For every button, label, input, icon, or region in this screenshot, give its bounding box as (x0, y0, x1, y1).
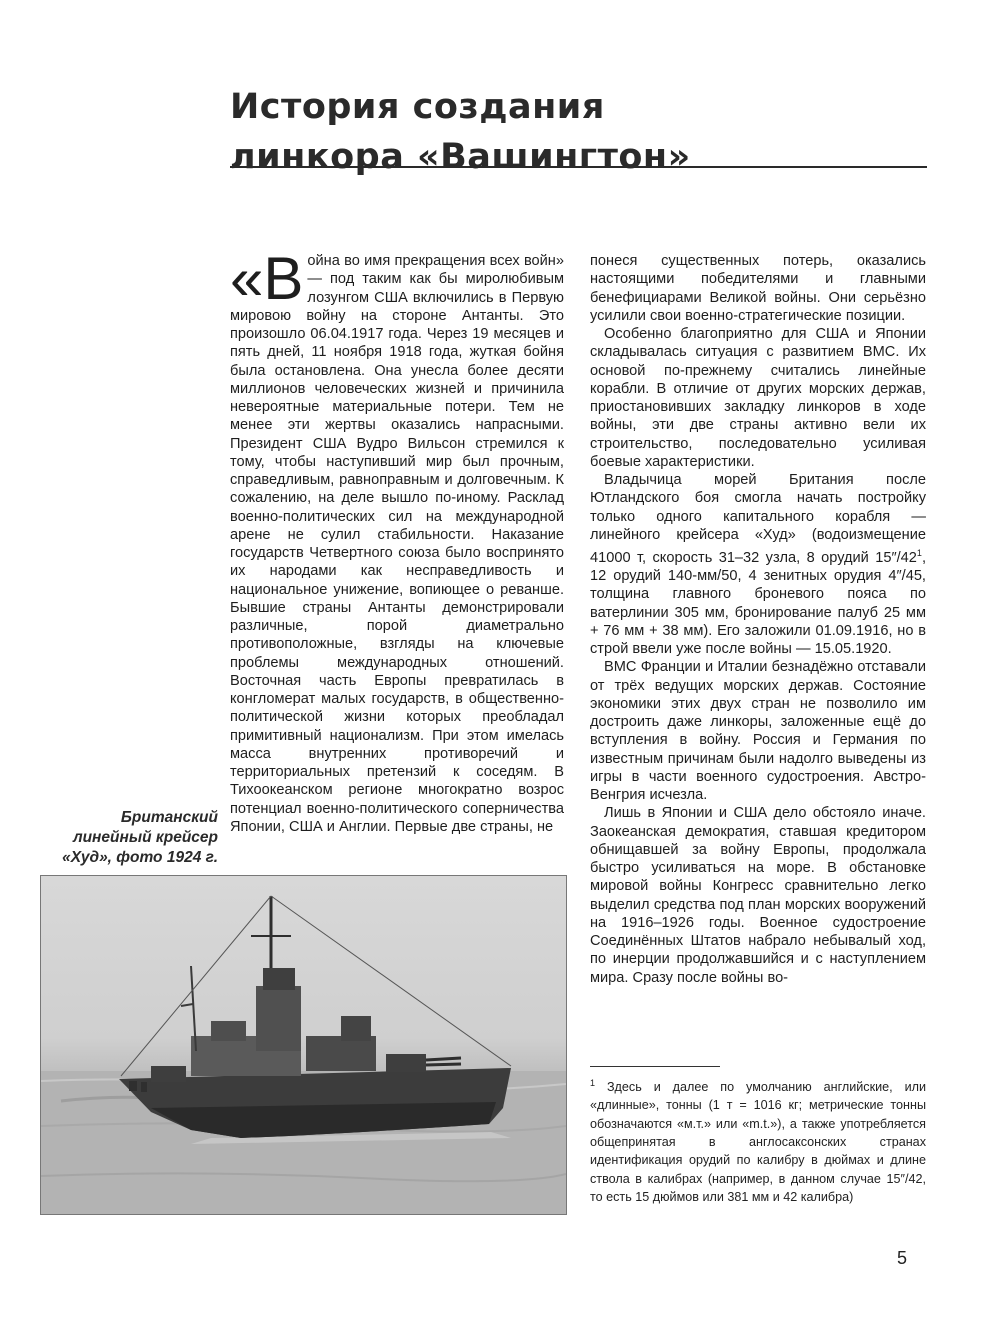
ship-photo (40, 875, 567, 1215)
footnote-ref: 1 (916, 548, 922, 558)
paragraph: ВМС Франции и Италии безнадёжно отставали от трёх ведущих морских держав. Состояние экономики этих двух стран не позволило им достроить даже линкоры, заложенные ещё до вступления в войну. Россия и Германия по известным причинам были надолго выведены из игры в части военного судостроения. Австро-Венгрия исчезла. (590, 659, 926, 804)
footnote-text: Здесь и далее по умолчанию английские, или «длинные», тонны (1 т = 1016 кг; метрические тонны обозначаются «м.т.» или «m.t.»), а также употребляется общепринятая в англосаксонских странах идентификация орудий по калибру в дюймах и длине ствола в калибрах (например, в данном случае 15″/42, то есть 15 дюймов или 381 мм и 42 калибра) (590, 1080, 926, 1204)
text-column-left (230, 245, 564, 836)
footnote (590, 1074, 926, 1206)
paragraph-text: ойна во имя прекращения всех войн» — под таким как бы миролюбивым лозунгом США включились в Первую мировою войну на стороне Антанты. Это произошло 06.04.1917 года. Через 19 месяцев и пять дней, 11 ноября 1918 года, жуткая бойня была остановлена. Она унесла более десяти миллионов человеческих жизней и причинила невероятные материальные потери. Тем не менее эти жертвы оказались напрасными. Президент США Вудро Вильсон стремился к тому, чтобы наступивший мир был прочным, справедливым, равноправным и долговечным. К сожалению, на деле вышло по-иному. Расклад военно-политических сил на международной арене не сулил стабильности. Наказание государств Четвертного союза было воспринято их народами как несправедливость и национальное унижение, вопиющее о реванше. Бывшие страны Антанты демонстрировали различные, порой диаметрально противоположные, взгляды на ключевые проблемы международных отношений. Восточная часть Европы превратилась в конгломерат малых государств, в общественно-политической жизни которых преобладал примитивный национализм. При этом имелась масса внутренних противоречий и территориальных претензий к соседям. В Тихоокеанском регионе многократно возрос потенциал военно-политического соперничества Японии, США и Англии. Первые две страны, не (230, 253, 564, 835)
page-number: 5 (897, 1248, 908, 1268)
paragraph: Лишь в Японии и США дело обстояло иначе. Заокеанская демократия, ставшая кредитором обнищавшей за войну Европы, продолжала быстро усиливаться на море. В обстановке мировой войны Конгресс сравнительно легко выделил средства под план морских вооружений на 1916–1926 годы. Военное судостроение Соединённых Штатов набрало небывалый ход, по инерции продолжавшийся и с наступлением мира. Сразу после войны во- (590, 805, 926, 986)
battlecruiser-illustration (41, 876, 566, 1214)
footnote-rule (590, 1066, 720, 1067)
paragraph-text: , 12 орудий 140-мм/50, 4 зенитных орудия 4″/45, толщина главного броневого пояса по ватерлинии 305 мм, бронирование палуб 25 мм + 76 мм + 38 мм). Его заложили 01.09.1916, но в строй ввели уже после войны — 15.05.1920. (590, 549, 926, 658)
title-underline (230, 166, 927, 168)
paragraph-text: Владычица морей Британия после Ютландского боя смогла начать постройку только одного капитального корабля — линейного крейсера «Худ» (водоизмещение 41000 т, скорость 31–32 узла, 8 орудий 15″/42 (590, 472, 926, 566)
dropcap: «В (230, 245, 304, 312)
footnote-marker: 1 (590, 1078, 596, 1088)
title-line-1: История создания (230, 87, 605, 127)
paragraph: Особенно благоприятно для США и Японии складывалась ситуация с развитием ВМС. Их основой по-прежнему считались линейные корабли. В отличие от других морских держав, приостановивших закладку линкоров в ходе войны, эти две страны активно вели их строительство, последовательно усиливая боевые характеристики. (590, 326, 926, 470)
paragraph (230, 245, 564, 836)
text-column-right (590, 252, 926, 987)
figure-caption: Британский линейный крейсер «Худ», фото 1924 г. (62, 809, 218, 866)
title-line-2: линкора «Вашингтон» (230, 137, 691, 177)
paragraph: понеся существенных потерь, оказались настоящими победителями и главными бенефициарами Великой войны. Они серьёзно усилили свои военно-стратегические позиции. (590, 253, 926, 324)
paragraph (590, 471, 926, 658)
